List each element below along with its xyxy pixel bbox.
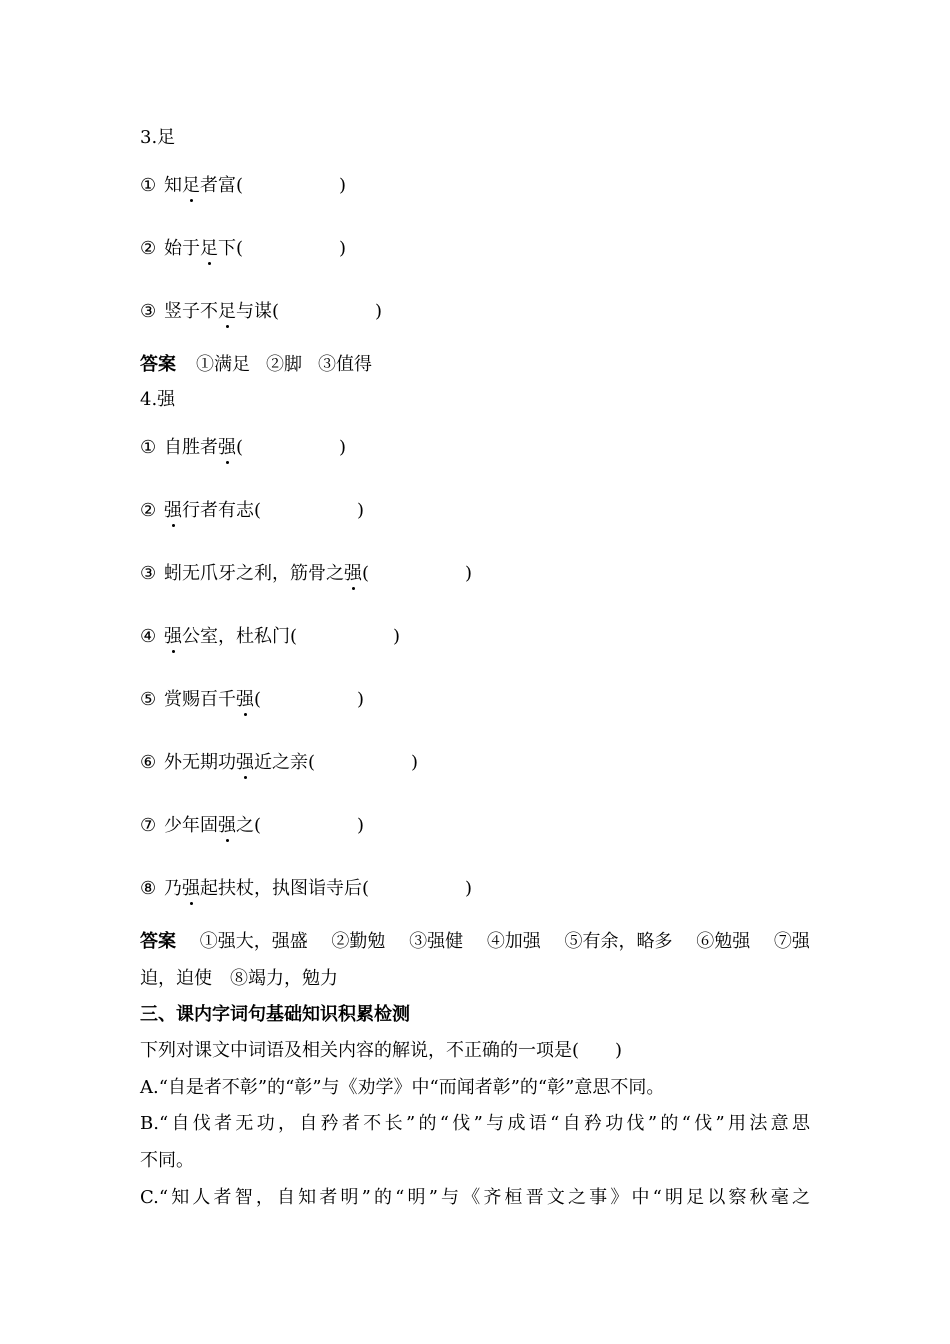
item-text: 行者有志 [182, 500, 254, 521]
answer-text: ⑥勉强 [696, 931, 751, 952]
item-text: 少年固 [164, 815, 218, 836]
dotted-character: 强 [218, 815, 236, 836]
answer-text: ⑦强 [773, 931, 810, 952]
item-number: ⑤ [140, 689, 157, 710]
answer-text: ③值得 [318, 354, 372, 375]
answer-label: 答案 [140, 931, 176, 952]
option-c: C.“知人者智，自知者明”的“明”与《齐桓晋文之事》中“明足以察秋毫之 [140, 1187, 810, 1208]
item-number: ② [140, 238, 157, 259]
section-heading: 3.足 [140, 127, 176, 148]
exercise-item [140, 751, 418, 775]
open-paren: ( [290, 626, 298, 647]
item-number: ⑦ [140, 815, 157, 836]
section-heading: 4.强 [140, 389, 176, 410]
exercise-item [140, 300, 382, 324]
dotted-character: 强 [164, 626, 182, 647]
answer-text: ②脚 [266, 354, 302, 375]
item-text: 外无期功 [164, 752, 236, 773]
close-paren: ) [411, 752, 419, 773]
option-b-continuation: 不同。 [140, 1150, 194, 1171]
exercise-item [140, 499, 364, 523]
dotted-character: 强 [344, 563, 362, 584]
item-text: 始于 [164, 238, 200, 259]
answer-text: ⑤有余，略多 [564, 931, 673, 952]
option-a: A.“自是者不彰”的“彰”与《劝学》中“而闻者彰”的“彰”意思不同。 [140, 1077, 665, 1098]
open-paren: ( [362, 878, 370, 899]
exercise-item [140, 562, 472, 586]
exercise-item [140, 625, 400, 649]
open-paren: ( [236, 437, 244, 458]
open-paren: ( [236, 238, 244, 259]
item-text: 公室，杜私门 [182, 626, 290, 647]
open-paren: ( [254, 500, 262, 521]
dotted-character: 强 [218, 437, 236, 458]
open-paren: ( [362, 563, 370, 584]
item-text: 者富 [200, 175, 236, 196]
open-paren: ( [308, 752, 316, 773]
item-number: ① [140, 175, 157, 196]
dotted-character: 足 [182, 175, 200, 196]
open-paren: ( [254, 689, 262, 710]
dotted-character: 强 [236, 689, 254, 710]
answer-text: ③强健 [409, 931, 464, 952]
answer-line [140, 930, 810, 954]
item-text: 知 [164, 175, 182, 196]
open-paren: ( [254, 815, 262, 836]
item-number: ⑧ [140, 878, 157, 899]
item-text: 近之亲 [254, 752, 308, 773]
answer-text: ①强大，强盛 [199, 931, 308, 952]
exercise-item [140, 814, 364, 838]
close-paren: ) [393, 626, 401, 647]
exercise-item [140, 436, 346, 460]
item-text: 起扶杖，执图诣寺后 [200, 878, 362, 899]
dotted-character: 强 [236, 752, 254, 773]
dotted-character: 强 [182, 878, 200, 899]
close-paren: ) [339, 238, 347, 259]
close-paren: ) [339, 437, 347, 458]
item-text: 之 [236, 815, 254, 836]
open-paren: ( [236, 175, 244, 196]
exercise-item [140, 237, 346, 261]
answer-text: ②勤勉 [331, 931, 386, 952]
question-stem: 下列对课文中词语及相关内容的解说，不正确的一项是( ) [140, 1040, 623, 1061]
answer-line [140, 353, 372, 377]
exercise-item [140, 877, 472, 901]
dotted-character: 强 [164, 500, 182, 521]
answer-text: ④加强 [486, 931, 541, 952]
dotted-character: 足 [200, 238, 218, 259]
answer-continuation: 迫，迫使 ⑧竭力，勉力 [140, 968, 338, 989]
close-paren: ) [357, 815, 365, 836]
answer-label: 答案 [140, 354, 176, 375]
close-paren: ) [357, 689, 365, 710]
item-number: ③ [140, 301, 157, 322]
open-paren: ( [272, 301, 280, 322]
item-text: 赏赐百千 [164, 689, 236, 710]
item-number: ② [140, 500, 157, 521]
exercise-item [140, 174, 346, 198]
exercise-item [140, 688, 364, 712]
item-text: 自胜者 [164, 437, 218, 458]
answer-text: ①满足 [196, 354, 250, 375]
part-heading: 三、课内字词句基础知识积累检测 [140, 1004, 410, 1025]
close-paren: ) [357, 500, 365, 521]
close-paren: ) [339, 175, 347, 196]
item-text: 竖子不 [164, 301, 218, 322]
close-paren: ) [465, 878, 473, 899]
item-text: 蚓无爪牙之利，筋骨之 [164, 563, 344, 584]
close-paren: ) [375, 301, 383, 322]
item-text: 乃 [164, 878, 182, 899]
item-number: ③ [140, 563, 157, 584]
item-number: ⑥ [140, 752, 157, 773]
item-text: 下 [218, 238, 236, 259]
item-number: ① [140, 437, 157, 458]
dotted-character: 足 [218, 301, 236, 322]
item-number: ④ [140, 626, 157, 647]
item-text: 与谋 [236, 301, 272, 322]
option-b: B.“自伐者无功，自矜者不长”的“伐”与成语“自矜功伐”的“伐”用法意思 [140, 1113, 810, 1134]
close-paren: ) [465, 563, 473, 584]
